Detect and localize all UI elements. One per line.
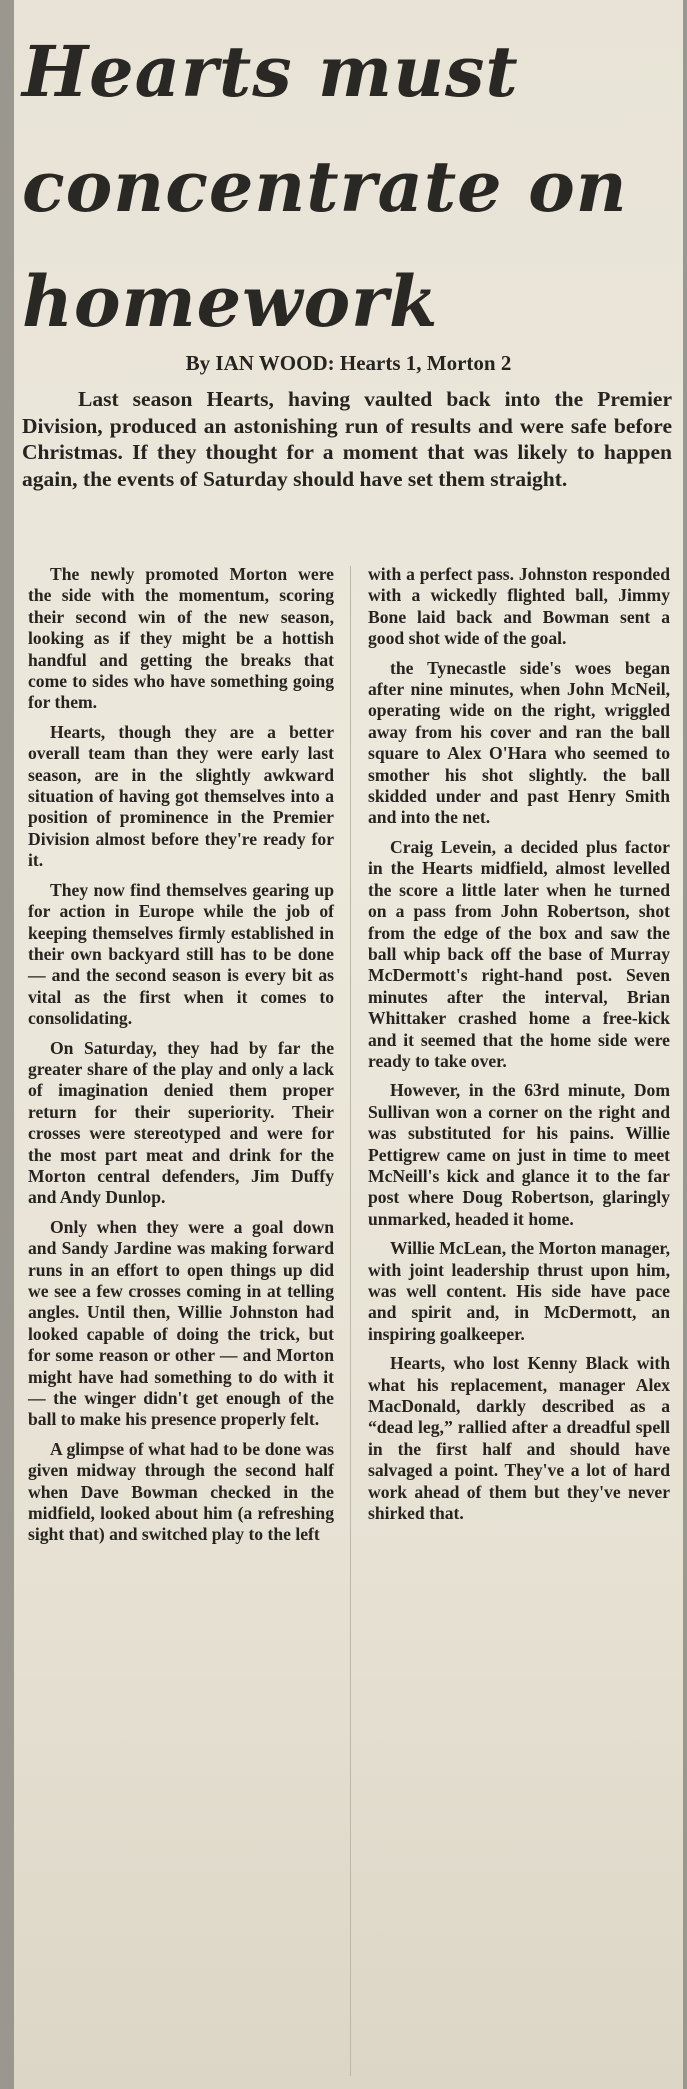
paragraph: The newly promoted Morton were the side with the momentum, scoring their second win of the new season, looking as if they might be a hottish handful and getting the breaks that come to sides who have something going for them. bbox=[28, 564, 334, 713]
intro-paragraph: Last season Hearts, having vaulted back into the Premier Division, produced an astonishing run of results and were safe before Christmas. If they thought for a moment that was likely to happen again, the events of Saturday should have set them straight. bbox=[22, 387, 672, 491]
newspaper-clipping bbox=[14, 0, 683, 2089]
paragraph: They now find themselves gearing up for action in Europe while the job of keeping themselves firmly established in their own backyard still has to be done — and the second season is every bit as vital as the first when it comes to consolidating. bbox=[28, 879, 334, 1029]
paragraph: Hearts, though they are a better overall team than they were early last season, are in the slightly awkward situation of having got themselves into a position of prominence in the Premier Division almost before they're ready for it. bbox=[28, 721, 334, 871]
paragraph: the Tynecastle side's woes began after nine minutes, when John McNeil, operating wide on the right, wriggled away from his cover and ran the ball square to Alex O'Hara who seemed to smother his shot slightly. the ball skidded under and past Henry Smith and into the net. bbox=[368, 657, 670, 828]
byline: By IAN WOOD: Hearts 1, Morton 2 bbox=[185, 351, 512, 375]
paragraph: Craig Levein, a decided plus factor in the Hearts midfield, almost levelled the score a little later when he turned on a pass from John Robertson, shot from the edge of the box and saw the ball whip back off the base of Murray McDermott's right-hand post. Seven minutes after the interval, Brian Whittaker crashed home a free-kick and it seemed that the home side were ready to take over. bbox=[368, 836, 670, 1071]
paragraph: with a perfect pass. Johnston responded with a wickedly flighted ball, Jimmy Bone laid back and Bowman sent a good shot wide of the goal. bbox=[368, 564, 670, 649]
paragraph: Only when they were a goal down and Sandy Jardine was making forward runs in an effort to open things up did we see a few crosses coming in at telling angles. Until then, Willie Johnston had looked capable of doing the trick, but for some reason or other — and Morton might have had something to do with it — the winger didn't get enough of the ball to make his presence properly felt. bbox=[28, 1216, 334, 1430]
paragraph: Willie McLean, the Morton manager, with joint leadership thrust upon him, was well content. His side have pace and spirit and, in McDermott, an inspiring goalkeeper. bbox=[368, 1238, 670, 1344]
left-column bbox=[28, 564, 334, 1554]
right-column bbox=[368, 564, 670, 1532]
paragraph: Hearts, who lost Kenny Black with what his replacement, manager Alex MacDonald, darkly described as a “dead leg,” rallied after a dreadful spell in the first half and should have salvaged a point. They've a lot of hard work ahead of them but they've never shirked that. bbox=[368, 1353, 670, 1524]
column-divider bbox=[350, 566, 351, 2076]
paragraph: A glimpse of what had to be done was given midway through the second half when Dave Bowman checked in the midfield, looked about him (a refreshing sight that) and switched play to the left bbox=[28, 1438, 334, 1545]
paragraph: However, in the 63rd minute, Dom Sullivan won a corner on the right and was substituted for his pains. Willie Pettigrew came on just in time to meet McNeill's kick and glance it to the far post where Doug Robertson, glaringly unmarked, headed it home. bbox=[368, 1080, 670, 1229]
paragraph: On Saturday, they had by far the greater share of the play and only a lack of imagination denied them proper return for their superiority. Their crosses were stereotyped and were for the most part meat and drink for the Morton central defenders, Jim Duffy and Andy Dunlop. bbox=[28, 1037, 334, 1208]
headline: Hearts must concentrate on homework bbox=[22, 30, 628, 343]
